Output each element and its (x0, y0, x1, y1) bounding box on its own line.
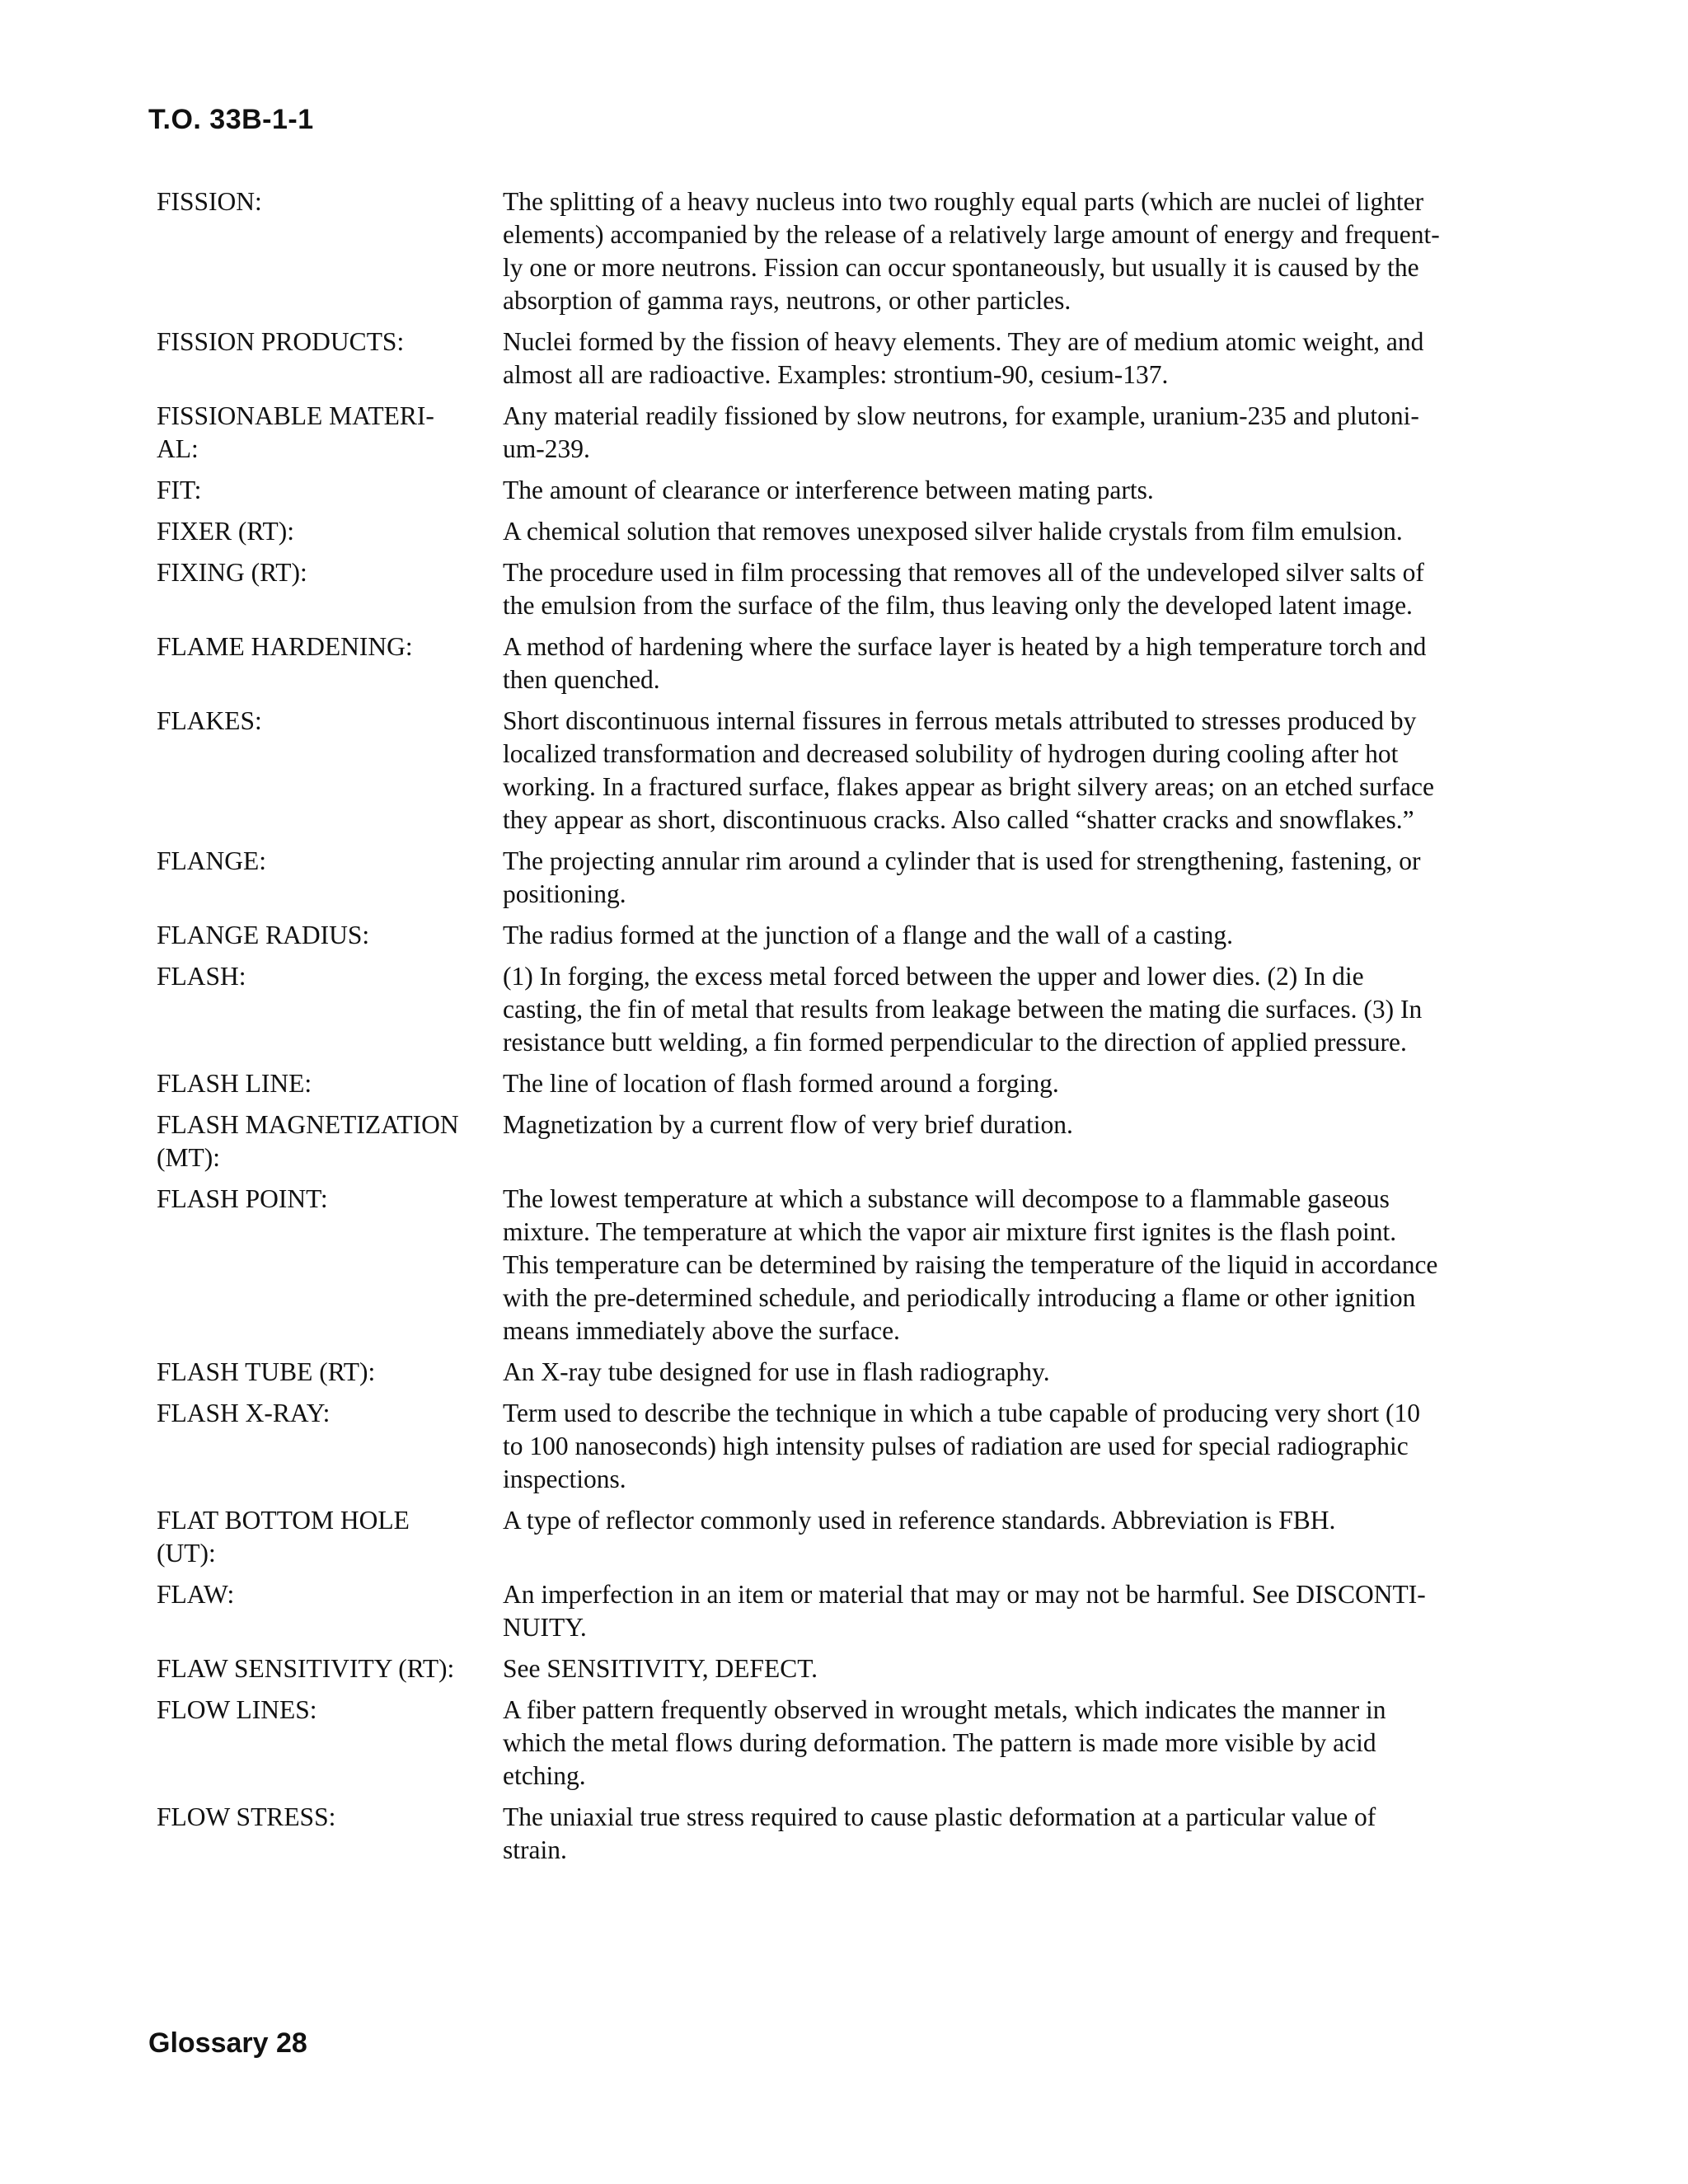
glossary-term (157, 1578, 503, 1644)
definition-line: The lowest temperature at which a substance will decompose to a flammable gaseous (503, 1184, 1390, 1213)
glossary-term (157, 1067, 503, 1100)
definition-line: A chemical solution that removes unexposed silver halide crystals from film emulsion. (503, 517, 1403, 546)
definition-line: Term used to describe the technique in which a tube capable of producing very short (10 (503, 1399, 1421, 1427)
glossary-definition (503, 1504, 1537, 1570)
definition-line: A type of reflector commonly used in reference standards. Abbreviation is FBH. (503, 1506, 1336, 1535)
glossary-entry (157, 705, 1537, 837)
glossary-entry (157, 845, 1537, 911)
glossary-definition (503, 556, 1537, 622)
definition-line: positioning. (503, 879, 626, 908)
glossary-entry (157, 1504, 1537, 1570)
definition-line: A method of hardening where the surface layer is heated by a high temperature torch and (503, 632, 1427, 661)
definition-line: they appear as short, discontinuous cracks. Also called “shatter cracks and snowflakes.” (503, 805, 1414, 834)
term-line: FLAKES: (157, 706, 262, 735)
definition-line: This temperature can be determined by raising the temperature of the liquid in accordance (503, 1250, 1438, 1279)
definition-line: mixture. The temperature at which the vapor air mixture first ignites is the flash point. (503, 1217, 1397, 1246)
glossary-definition (503, 1578, 1537, 1644)
glossary-term (157, 1652, 503, 1685)
term-line: FLASH POINT: (157, 1184, 328, 1213)
definition-line: um-239. (503, 434, 590, 463)
term-line: FIT: (157, 476, 202, 504)
glossary-definition (503, 400, 1537, 466)
glossary-entry (157, 1356, 1537, 1389)
glossary-definition (503, 1183, 1537, 1347)
definition-line: Short discontinuous internal fissures in ferrous metals attributed to stresses produced by (503, 706, 1417, 735)
definition-line: then quenched. (503, 665, 660, 694)
definition-line: working. In a fractured surface, flakes appear as bright silvery areas; on an etched surface (503, 772, 1434, 801)
glossary-definition (503, 1652, 1537, 1685)
term-line: (MT): (157, 1143, 220, 1172)
term-line: FIXING (RT): (157, 558, 307, 587)
glossary-definition (503, 919, 1537, 952)
definition-line: The radius formed at the junction of a flange and the wall of a casting. (503, 921, 1234, 949)
glossary-definition (503, 1356, 1537, 1389)
glossary-list (157, 185, 1537, 1875)
definition-line: An X-ray tube designed for use in flash radiography. (503, 1357, 1050, 1386)
glossary-entry (157, 400, 1537, 466)
glossary-definition (503, 1801, 1537, 1867)
glossary-definition (503, 1397, 1537, 1496)
definition-line: The line of location of flash formed around a forging. (503, 1069, 1059, 1098)
term-line: FLOW LINES: (157, 1695, 317, 1724)
glossary-entry (157, 630, 1537, 696)
definition-line: almost all are radioactive. Examples: strontium-90, cesium-137. (503, 360, 1169, 389)
definition-line: to 100 nanoseconds) high intensity pulses of radiation are used for special radiographic (503, 1432, 1409, 1460)
definition-line: The projecting annular rim around a cylinder that is used for strengthening, fastening, or (503, 846, 1421, 875)
page-footer: Glossary 28 (148, 2027, 307, 2059)
glossary-entry (157, 1108, 1537, 1174)
term-line: FLOW STRESS: (157, 1802, 336, 1831)
glossary-definition (503, 185, 1537, 317)
glossary-term (157, 845, 503, 911)
glossary-term (157, 515, 503, 548)
glossary-entry (157, 960, 1537, 1059)
term-line: FLAME HARDENING: (157, 632, 413, 661)
glossary-term (157, 185, 503, 317)
definition-line: Any material readily fissioned by slow neutrons, for example, uranium-235 and plutoni- (503, 401, 1419, 430)
definition-line: etching. (503, 1761, 586, 1790)
glossary-term (157, 1356, 503, 1389)
term-line: FLAW SENSITIVITY (RT): (157, 1654, 455, 1683)
glossary-term (157, 1694, 503, 1793)
term-line: FLASH MAGNETIZATION (157, 1110, 459, 1139)
glossary-entry (157, 1652, 1537, 1685)
glossary-term (157, 705, 503, 837)
definition-line: Nuclei formed by the fission of heavy elements. They are of medium atomic weight, and (503, 327, 1424, 356)
definition-line: means immediately above the surface. (503, 1316, 900, 1345)
glossary-entry (157, 474, 1537, 507)
definition-line: casting, the fin of metal that results from leakage between the mating die surfaces. (3) In (503, 995, 1423, 1024)
glossary-definition (503, 515, 1537, 548)
definition-line: inspections. (503, 1465, 626, 1493)
definition-line: A fiber pattern frequently observed in wrought metals, which indicates the manner in (503, 1695, 1386, 1724)
definition-line: The splitting of a heavy nucleus into two roughly equal parts (which are nuclei of lighter (503, 187, 1424, 216)
definition-line: The procedure used in film processing that removes all of the undeveloped silver salts of (503, 558, 1424, 587)
definition-line: See SENSITIVITY, DEFECT. (503, 1654, 818, 1683)
definition-line: ly one or more neutrons. Fission can occur spontaneously, but usually it is caused by the (503, 253, 1419, 282)
definition-line: The uniaxial true stress required to cause plastic deformation at a particular value of (503, 1802, 1376, 1831)
document-header: T.O. 33B-1-1 (148, 104, 314, 135)
glossary-term (157, 400, 503, 466)
glossary-definition (503, 1108, 1537, 1174)
glossary-entry (157, 1183, 1537, 1347)
term-line: FISSION PRODUCTS: (157, 327, 405, 356)
term-line: AL: (157, 434, 199, 463)
glossary-entry (157, 1067, 1537, 1100)
definition-line: the emulsion from the surface of the film, thus leaving only the developed latent image. (503, 591, 1413, 620)
glossary-entry (157, 515, 1537, 548)
definition-line: localized transformation and decreased solubility of hydrogen during cooling after hot (503, 739, 1399, 768)
glossary-entry (157, 185, 1537, 317)
glossary-entry (157, 1578, 1537, 1644)
glossary-entry (157, 1694, 1537, 1793)
glossary-term (157, 919, 503, 952)
definition-line: NUITY. (503, 1613, 587, 1642)
glossary-definition (503, 705, 1537, 837)
glossary-term (157, 474, 503, 507)
definition-line: strain. (503, 1835, 567, 1864)
glossary-definition (503, 960, 1537, 1059)
definition-line: which the metal flows during deformation. The pattern is made more visible by acid (503, 1728, 1376, 1757)
term-line: FLAT BOTTOM HOLE (157, 1506, 410, 1535)
glossary-term (157, 556, 503, 622)
term-line: (UT): (157, 1539, 216, 1568)
term-line: FLASH X-RAY: (157, 1399, 331, 1427)
glossary-term (157, 1397, 503, 1496)
term-line: FISSIONABLE MATERI- (157, 401, 434, 430)
term-line: FLASH TUBE (RT): (157, 1357, 376, 1386)
glossary-term (157, 630, 503, 696)
glossary-entry (157, 326, 1537, 391)
glossary-definition (503, 1067, 1537, 1100)
definition-line: An imperfection in an item or material that may or may not be harmful. See DISCONTI- (503, 1580, 1426, 1609)
glossary-term (157, 326, 503, 391)
term-line: FLAW: (157, 1580, 235, 1609)
glossary-definition (503, 474, 1537, 507)
definition-line: Magnetization by a current flow of very brief duration. (503, 1110, 1073, 1139)
term-line: FLANGE: (157, 846, 266, 875)
term-line: FLASH: (157, 962, 246, 991)
term-line: FISSION: (157, 187, 262, 216)
definition-line: absorption of gamma rays, neutrons, or other particles. (503, 286, 1071, 315)
glossary-term (157, 1801, 503, 1867)
definition-line: elements) accompanied by the release of a relatively large amount of energy and frequent- (503, 220, 1440, 249)
term-line: FIXER (RT): (157, 517, 294, 546)
glossary-definition (503, 845, 1537, 911)
glossary-term (157, 960, 503, 1059)
glossary-entry (157, 1801, 1537, 1867)
definition-line: (1) In forging, the excess metal forced between the upper and lower dies. (2) In die (503, 962, 1364, 991)
glossary-definition (503, 1694, 1537, 1793)
glossary-term (157, 1108, 503, 1174)
glossary-entry (157, 919, 1537, 952)
glossary-entry (157, 1397, 1537, 1496)
term-line: FLASH LINE: (157, 1069, 312, 1098)
definition-line: The amount of clearance or interference between mating parts. (503, 476, 1154, 504)
glossary-term (157, 1504, 503, 1570)
glossary-entry (157, 556, 1537, 622)
glossary-definition (503, 326, 1537, 391)
glossary-term (157, 1183, 503, 1347)
glossary-definition (503, 630, 1537, 696)
definition-line: with the pre-determined schedule, and periodically introducing a flame or other ignition (503, 1283, 1416, 1312)
term-line: FLANGE RADIUS: (157, 921, 370, 949)
definition-line: resistance butt welding, a fin formed perpendicular to the direction of applied pressure. (503, 1028, 1407, 1057)
